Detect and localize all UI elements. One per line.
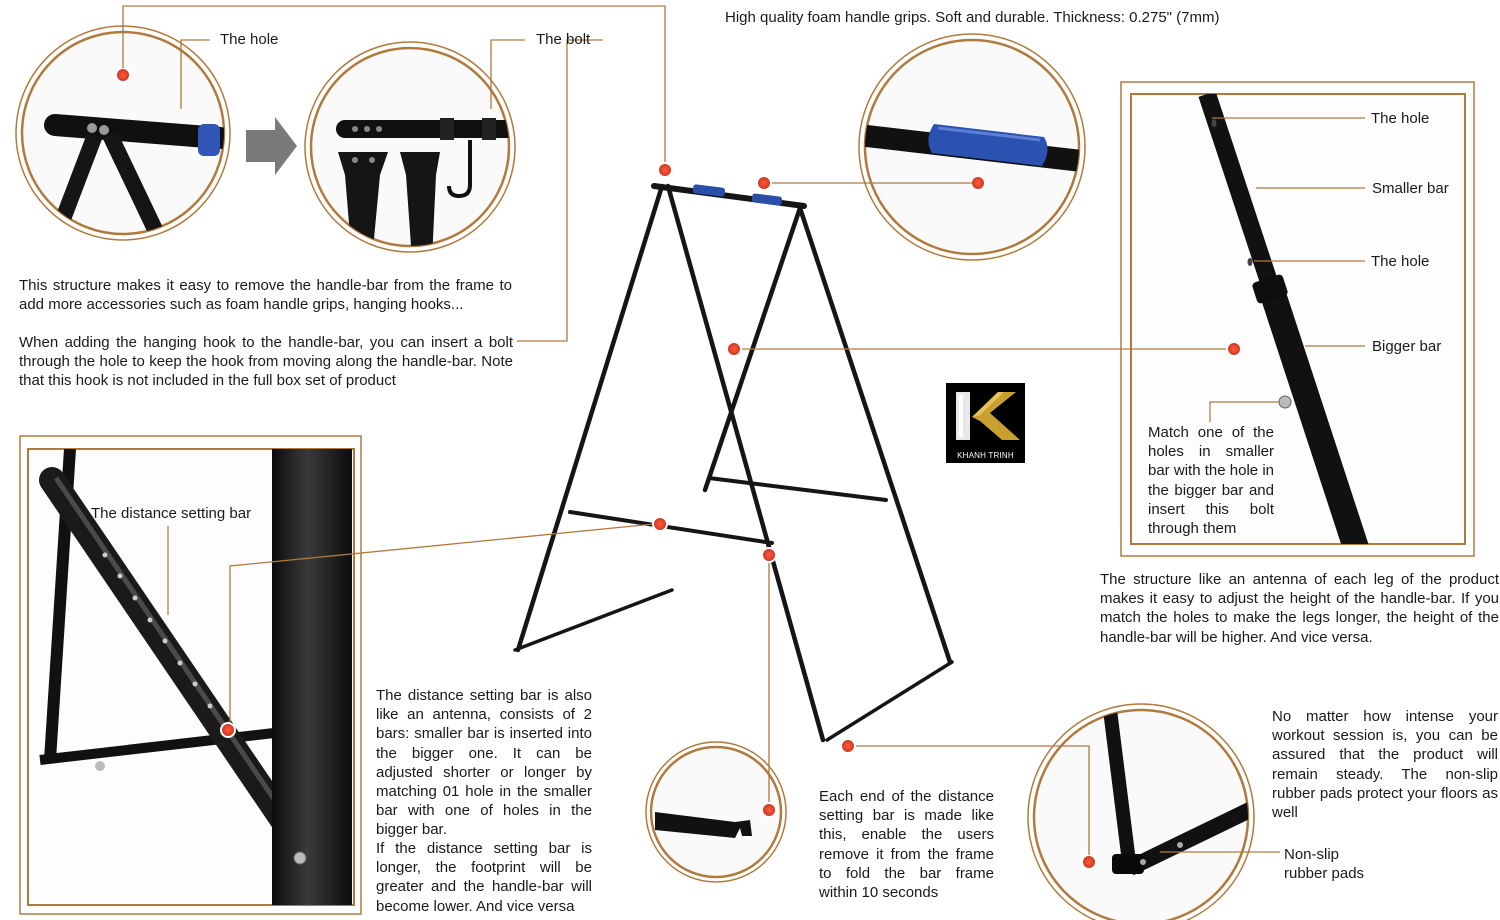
logo-text: KHANH TRINH [957, 451, 1014, 460]
foam-grip [752, 193, 783, 206]
label-non-slip-pads: Non-slip rubber pads [1284, 846, 1365, 882]
brand-logo [946, 383, 1025, 463]
detail-circle-foam-grip [858, 34, 1090, 260]
detail-circle-foot [1028, 704, 1280, 920]
detail-circle-bar-end [646, 742, 786, 882]
marker-dot [1082, 855, 1096, 869]
marker-dot [221, 723, 235, 737]
caption-foam-grips: High quality foam handle grips. Soft and durable. Thickness: 0.275" (7mm) [725, 9, 1220, 26]
label-the-bolt: The bolt [536, 31, 591, 48]
label-the-hole: The hole [220, 31, 279, 48]
text-distance-bar-longer: If the distance setting bar is longer, the footprint will be greater and the handle-bar will become lower. And vice versa [376, 840, 592, 915]
marker-dot [116, 68, 130, 82]
label-right-hole-1: The hole [1371, 110, 1430, 127]
label-bigger-bar: Bigger bar [1372, 338, 1442, 355]
marker-dot [971, 176, 985, 190]
foam-grip [693, 184, 726, 197]
label-distance-setting-bar: The distance setting bar [91, 505, 252, 522]
arrow-right-icon [246, 117, 297, 175]
label-right-hole-2: The hole [1371, 253, 1430, 270]
text-hanging-hook: When adding the hanging hook to the handle-bar, you can insert a bolt through the hole to keep the hook from moving along the handle-bar. Note that this hook is not included in the full box set of product [19, 334, 513, 390]
text-distance-bar: The distance setting bar is also like an antenna, consists of 2 bars: smaller bar is inserted into the bigger one. It can be adjusted shorter or longer by matching 01 hole in the smaller bar with one of holes in the bigger bar. [376, 687, 592, 839]
text-bar-end-fold: Each end of the distance setting bar is made like this, enable the users remove it from the frame to fold the bar frame within 10 seconds [819, 788, 994, 902]
marker-dot [762, 803, 776, 817]
text-steady: No matter how intense your workout session is, you can be assured that the product will remain steady. The non-slip rubber pads protect your floors as well [1272, 708, 1498, 822]
text-antenna-structure: The structure like an antenna of each leg of the product makes it easy to adjust the height of the handle-bar. If you match the holes to make the legs longer, the height of the handle-bar will be higher. And vice versa. [1100, 571, 1499, 646]
detail-circle-bolt [305, 42, 520, 260]
label-smaller-bar: Smaller bar [1372, 180, 1449, 197]
text-match-holes: Match one of the holes in smaller bar with the hole in the bigger bar and insert this bolt through them [1148, 424, 1274, 538]
main-a-frame [515, 186, 952, 740]
text-structure-removable: This structure makes it easy to remove the handle-bar from the frame to add more accessories such as foam handle grips, hanging hooks... [19, 277, 512, 314]
